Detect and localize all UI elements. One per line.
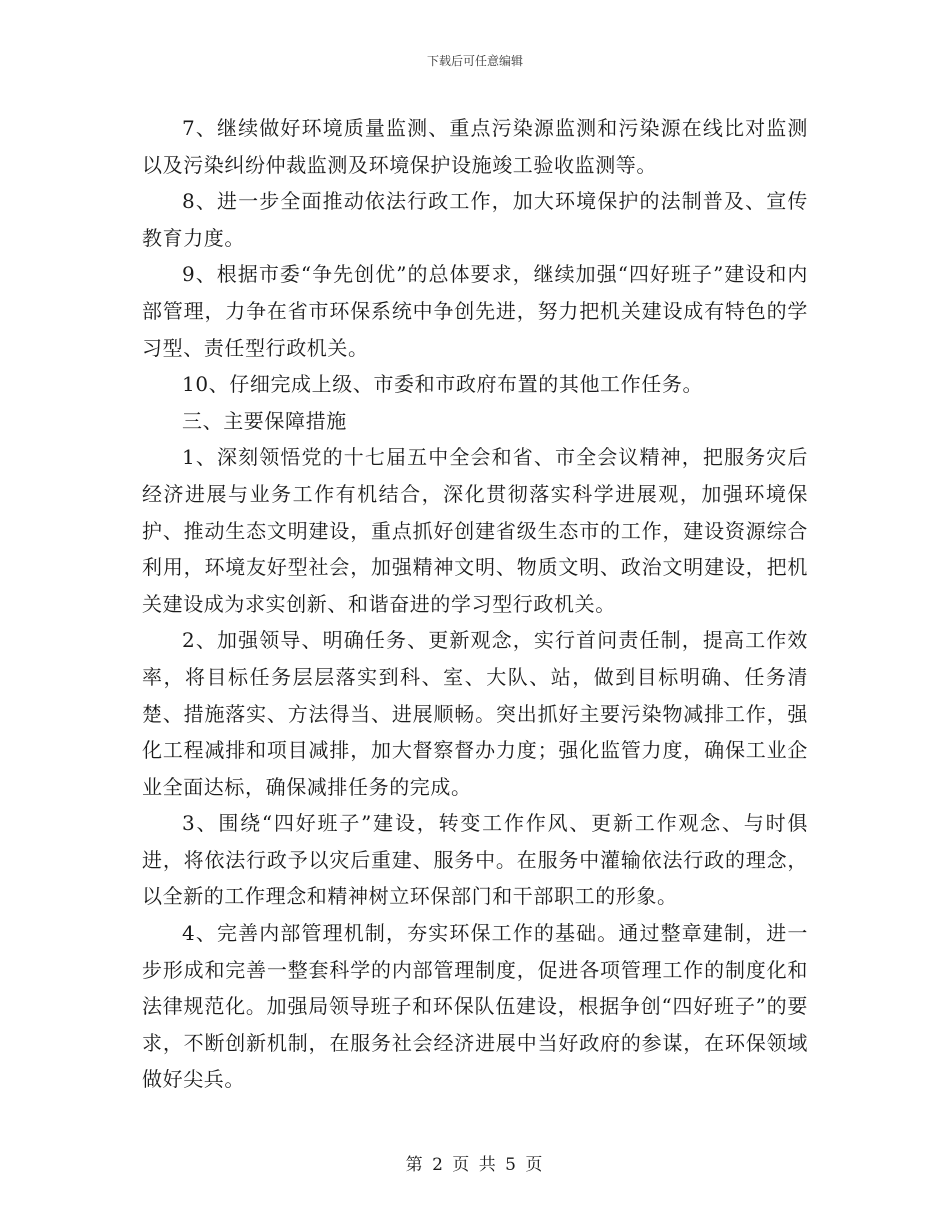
paragraph-measure-4: 4、完善内部管理机制，夯实环保工作的基础。通过整章建制，进一步形成和完善一整套科学的内部管理制度，促进各项管理工作的制度化和法律规范化。加强局领导班子和环保队伍建设，根据争创“四好班子”的要求，不断创新机制，在服务社会经济进展中当好政府的参谋，在环保领域做好尖兵。: [142, 921, 808, 1092]
paragraph-item-10: 10、仔细完成上级、市委和市政府布置的其他工作任务。: [182, 372, 704, 397]
paragraph-measure-2: 2、加强领导、明确任务、更新观念，实行首问责任制，提高工作效率，将目标任务层层落实到科、室、大队、站，做到目标明确、任务清楚、措施落实、方法得当、进展顺畅。突出抓好主要污染物减排工作，强化工程减排和项目减排，加大督察督办力度；强化监管力度，确保工业企业全面达标，确保减排任务的完成。: [142, 628, 808, 799]
paragraph-item-7: 7、继续做好环境质量监测、重点污染源监测和污染源在线比对监测以及污染纠纷仲裁监测及环境保护设施竣工验收监测等。: [142, 116, 808, 177]
section-heading: 三、主要保障措施: [182, 408, 347, 433]
page-number-footer: 第 2 页 共 5 页: [405, 1155, 545, 1175]
page-header: 下载后可任意编辑: [426, 54, 523, 68]
paragraph-item-8: 8、进一步全面推动依法行政工作，加大环境保护的法制普及、宣传教育力度。: [142, 189, 808, 250]
document-body: [142, 110, 808, 1098]
paragraph-measure-3: 3、围绕“四好班子”建设，转变工作作风、更新工作观念、与时俱进，将依法行政予以灾后重建、服务中。在服务中灌输依法行政的理念，以全新的工作理念和精神树立环保部门和干部职工的形象。: [142, 811, 808, 909]
paragraph-item-9: 9、根据市委“争先创优”的总体要求，继续加强“四好班子”建设和内部管理，力争在省市环保系统中争创先进，努力把机关建设成有特色的学习型、责任型行政机关。: [142, 262, 808, 360]
paragraph-measure-1: 1、深刻领悟党的十七届五中全会和省、市全会议精神，把服务灾后经济进展与业务工作有机结合，深化贯彻落实科学进展观，加强环境保护、推动生态文明建设，重点抓好创建省级生态市的工作，建设资源综合利用，环境友好型社会，加强精神文明、物质文明、政治文明建设，把机关建设成为求实创新、和谐奋进的学习型行政机关。: [142, 445, 808, 616]
